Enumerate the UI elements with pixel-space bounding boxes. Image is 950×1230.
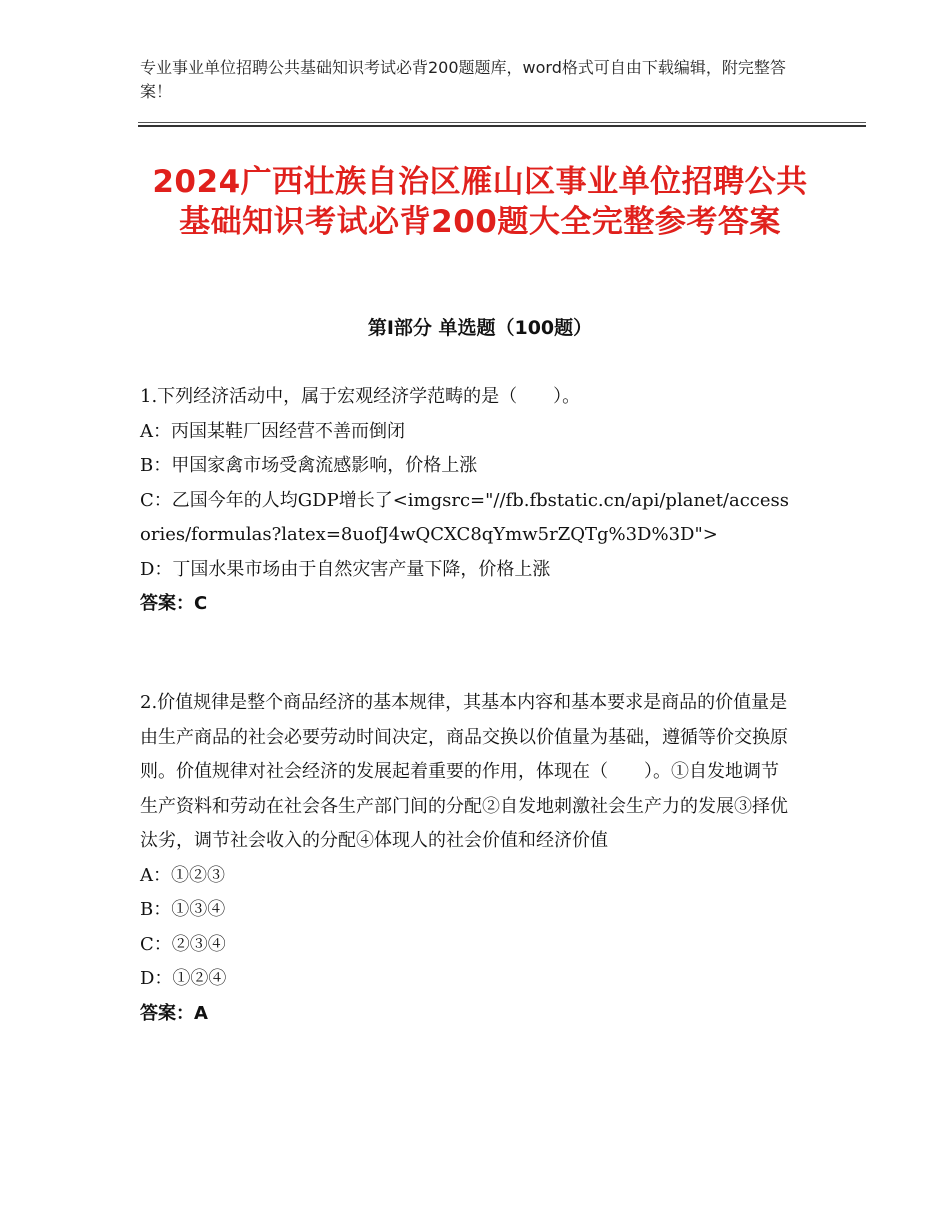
- option-d: D：①②④: [140, 968, 227, 989]
- header-rule-bottom: [138, 125, 866, 127]
- option-c: C：乙国今年的人均GDP增长了<imgsrc="//fb.fbstatic.cn/api/planet/accessories/formulas?latex=8uofJ4wQCXC8qYmw5rZQTg%3D%3D">: [140, 489, 790, 545]
- option-c: C：②③④: [140, 933, 226, 955]
- option-d: D：丁国水果市场由于自然灾害产量下降，价格上涨: [140, 558, 551, 580]
- question-2: [140, 686, 795, 1031]
- question-1: [140, 380, 795, 622]
- question-stem: 2.价值规律是整个商品经济的基本规律，其基本内容和基本要求是商品的价值量是由生产商品的社会必要劳动时间决定，商品交换以价值量为基础，遵循等价交换原则。价值规律对社会经济的发展起着重要的作用，体现在（ ）。①自发地调节生产资料和劳动在社会各生产部门间的分配②自发地刺激社会生产力的发展③择优汰劣，调节社会收入的分配④体现人的社会价值和经济价值: [140, 692, 788, 851]
- option-a: A：①②③: [140, 864, 225, 886]
- section-title: 第Ⅰ部分 单选题（100题）: [367, 317, 593, 339]
- option-b: B：①③④: [140, 899, 226, 920]
- option-a: A：丙国某鞋厂因经营不善而倒闭: [140, 420, 405, 442]
- document-title: 2024广西壮族自治区雁山区事业单位招聘公共基础知识考试必背200题大全完整参考答案: [152, 164, 808, 240]
- answer: 答案：A: [140, 1002, 208, 1024]
- header-note: 专业事业单位招聘公共基础知识考试必背200题题库，word格式可自由下载编辑，附完整答案！: [140, 58, 786, 101]
- question-stem: 1.下列经济活动中，属于宏观经济学范畴的是（ ）。: [140, 386, 581, 407]
- answer: 答案：C: [140, 593, 208, 614]
- option-b: B：甲国家禽市场受禽流感影响，价格上涨: [140, 455, 478, 476]
- header-rule-top: [138, 122, 866, 123]
